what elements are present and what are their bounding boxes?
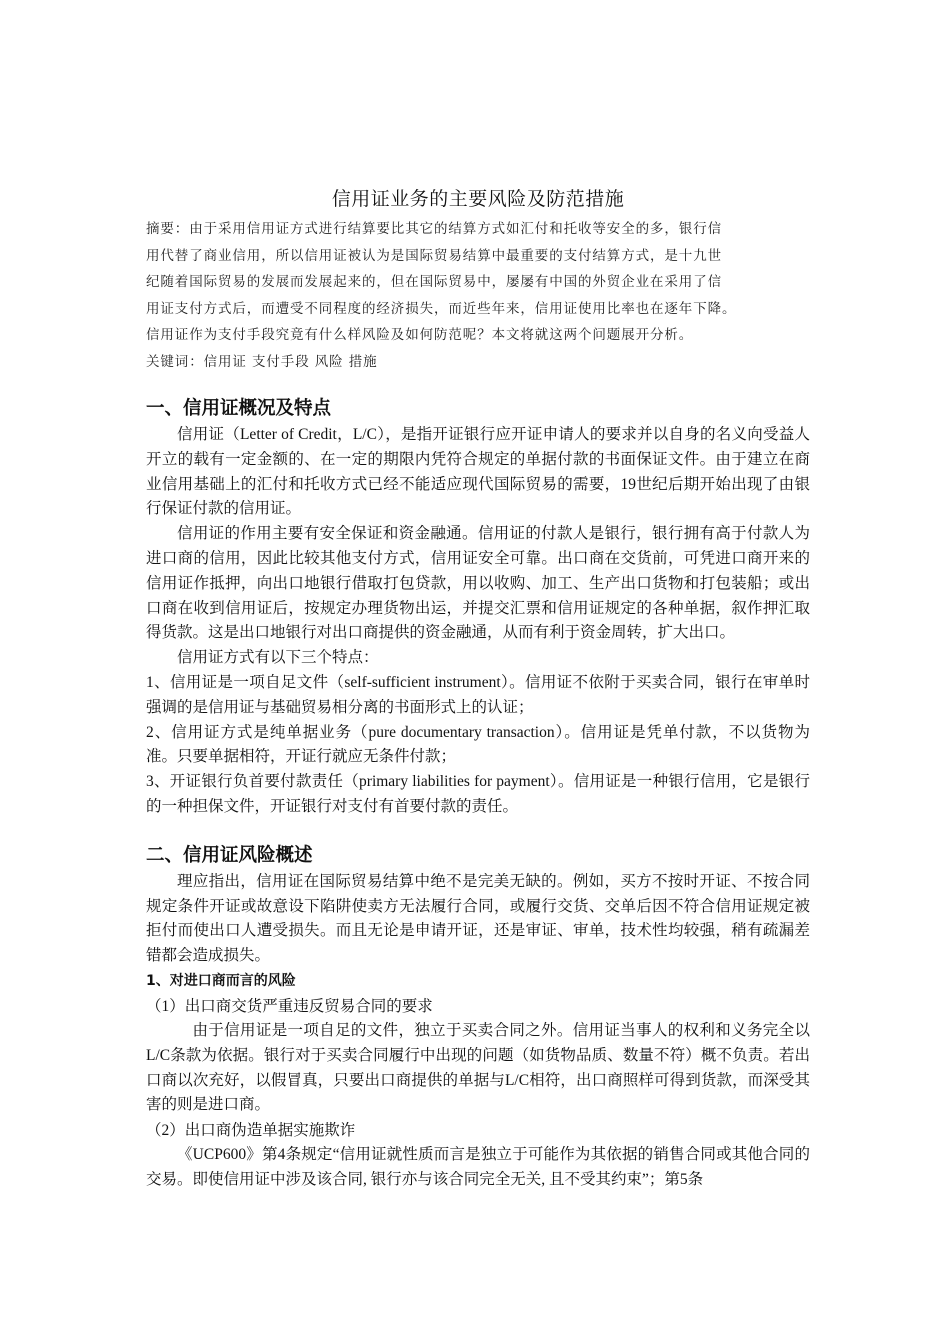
paragraph: 信用证的作用主要有安全保证和资金融通。信用证的付款人是银行，银行拥有高于付款人为进口商的信用，因此比较其他支付方式，信用证安全可靠。出口商在交货前，可凭进口商开来的信用证作抵押，向出口地银行借取打包贷款，用以收购、加工、生产出口货物和打包装船；或出口商在收到信用证后，按规定办理货物出运，并提交汇票和信用证规定的各种单据，叙作押汇取得货款。这是出口地银行对出口商提供的资金融通，从而有利于资金周转，扩大出口。 [146, 525, 810, 642]
section-1-body [146, 423, 810, 820]
keywords: 关键词：信用证 支付手段 风险 措施 [146, 353, 378, 370]
subsection-heading: 1、对进口商而言的风险 [146, 972, 296, 989]
abstract-line: 用代替了商业信用，所以信用证被认为是国际贸易结算中最重要的支付结算方式，是十九世 [146, 247, 722, 264]
subsection-item: （2）出口商伪造单据实施欺诈 [146, 1122, 356, 1140]
abstract [146, 216, 810, 349]
section-heading-1: 一、信用证概况及特点 [146, 398, 332, 419]
feature-item-1: 1、信用证是一项自足文件（self-sufficient instrument）。信用证不依附于买卖合同，银行在审单时强调的是信用证与基础贸易相分离的书面形式上的认证； [146, 673, 810, 716]
abstract-line: 纪随着国际贸易的发展而发展起来的，但在国际贸易中，屡屡有中国的外贸企业在采用了信 [146, 274, 722, 290]
paragraph: 信用证方式有以下三个特点： [177, 649, 379, 667]
feature-item-3: 3、开证银行负首要付款责任（primary liabilities for payment）。信用证是一种银行信用，它是银行的一种担保文件，开证银行对支付有首要付款的责任。 [146, 773, 810, 815]
abstract-line: 摘要：由于采用信用证方式进行结算要比其它的结算方式如汇付和托收等安全的多，银行信 [146, 221, 722, 237]
abstract-line: 用证支付方式后，而遭受不同程度的经济损失，而近些年来，信用证使用比率也在逐年下降。 [146, 300, 737, 317]
paragraph: 信用证（Letter of Credit，L/C），是指开证银行应开证申请人的要求并以自身的名义向受益人开立的载有一定金额的、在一定的期限内凭符合规定的单据付款的书面保证文件。由于建立在商业信用基础上的汇付和托收方式已经不能适应现代国际贸易的需要，19世纪后期开始出现了由银行保证付款的信用证。 [146, 426, 810, 518]
document-body [146, 186, 810, 1193]
feature-item-2: 2、信用证方式是纯单据业务（pure documentary transaction）。信用证是凭单付款，不以货物为准。只要单据相符，开证行就应无条件付款； [146, 723, 810, 766]
document-title: 信用证业务的主要风险及防范措施 [331, 188, 625, 210]
section-2-body [146, 870, 810, 1193]
paragraph: 《UCP600》第4条规定“信用证就性质而言是独立于可能作为其依据的销售合同或其他合同的交易。即使信用证中涉及该合同, 银行亦与该合同完全无关, 且不受其约束”；第5条 [146, 1146, 810, 1188]
paragraph: 由于信用证是一项自足的文件，独立于买卖合同之外。信用证当事人的权利和义务完全以L/C条款为依据。银行对于买卖合同履行中出现的问题（如货物品质、数量不符）概不负责。若出口商以次充好，以假冒真，只要出口商提供的单据与L/C相符，出口商照样可得到货款，而深受其害的则是进口商。 [146, 1021, 810, 1114]
paragraph: 理应指出，信用证在国际贸易结算中绝不是完美无缺的。例如，买方不按时开证、不按合同规定条件开证或故意设下陷阱使卖方无法履行合同，或履行交货、交单后因不符合信用证规定被拒付而使出口人遭受损失。而且无论是申请开证，还是审证、审单，技术性均较强，稍有疏漏差错都会造成损失。 [146, 872, 810, 965]
subsection-item: （1）出口商交货严重违反贸易合同的要求 [146, 997, 433, 1015]
section-heading-2: 二、信用证风险概述 [146, 844, 313, 866]
abstract-line: 信用证作为支付手段究竟有什么样风险及如何防范呢？本文将就这两个问题展开分析。 [146, 327, 694, 343]
